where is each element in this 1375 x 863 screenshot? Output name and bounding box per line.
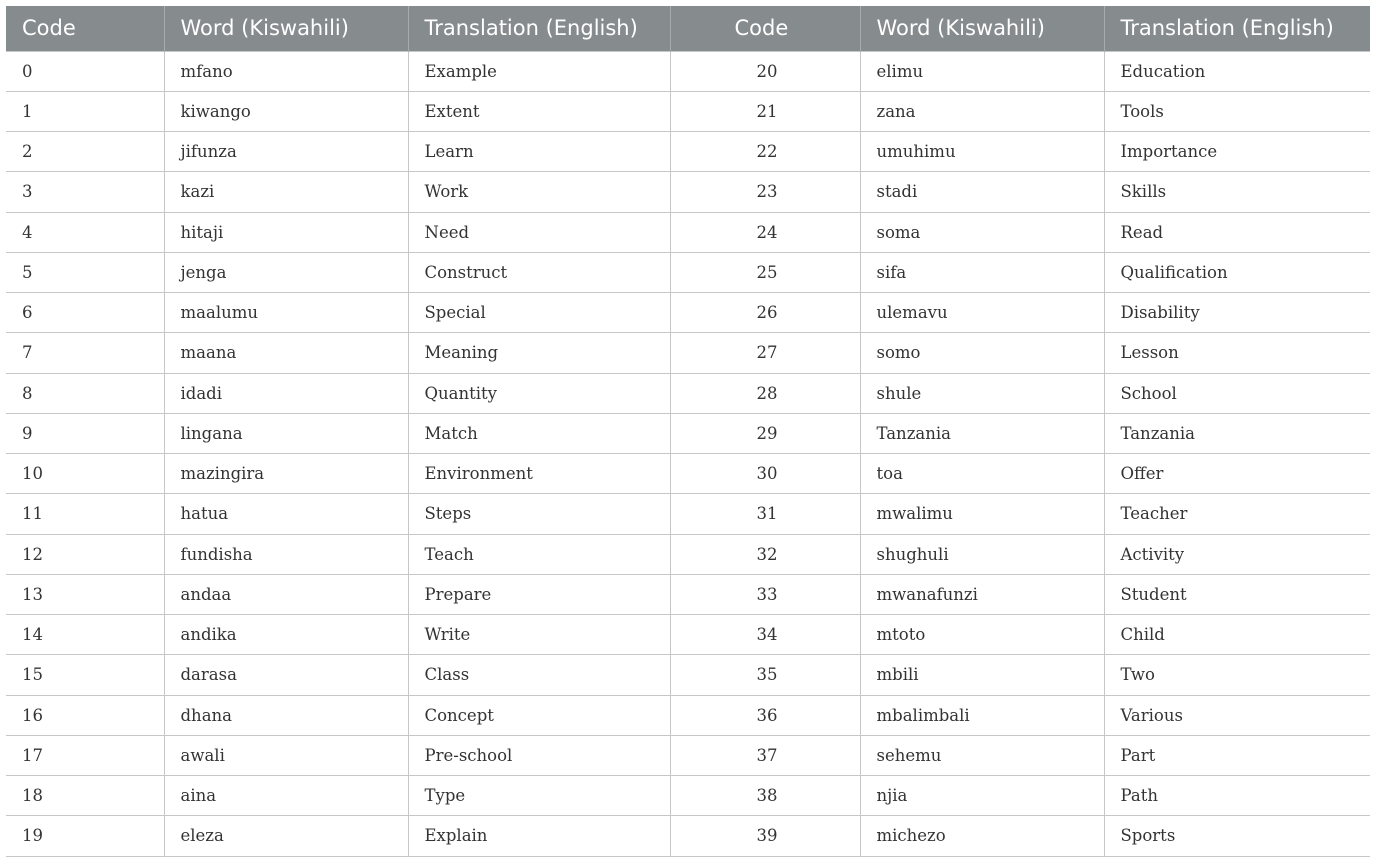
cell-translation-english: Student [1104,574,1370,614]
cell-code: 11 [6,494,164,534]
table-row [6,534,1370,574]
header-word-kiswahili: Word (Kiswahili) [164,6,408,51]
table-row [6,132,1370,172]
cell-translation-english: Sports [1104,816,1370,856]
cell-translation-english: Pre-school [408,735,670,775]
cell-translation-english: Quantity [408,373,670,413]
cell-code: 19 [6,816,164,856]
cell-code: 10 [6,454,164,494]
table-row [6,373,1370,413]
cell-word-kiswahili: mazingira [164,454,408,494]
vocabulary-table [6,6,1370,857]
cell-word-kiswahili: kazi [164,172,408,212]
cell-code: 20 [670,51,860,91]
cell-translation-english: Qualification [1104,252,1370,292]
cell-translation-english: Extent [408,91,670,131]
cell-word-kiswahili: jifunza [164,132,408,172]
cell-word-kiswahili: awali [164,735,408,775]
cell-translation-english: Education [1104,51,1370,91]
cell-translation-english: Two [1104,655,1370,695]
cell-translation-english: Path [1104,776,1370,816]
cell-word-kiswahili: michezo [860,816,1104,856]
cell-translation-english: Example [408,51,670,91]
cell-code: 13 [6,574,164,614]
table-row [6,776,1370,816]
cell-word-kiswahili: aina [164,776,408,816]
cell-code: 25 [670,252,860,292]
cell-code: 38 [670,776,860,816]
cell-code: 4 [6,212,164,252]
table-row [6,51,1370,91]
cell-word-kiswahili: soma [860,212,1104,252]
cell-translation-english: Read [1104,212,1370,252]
header-row [6,6,1370,51]
cell-code: 7 [6,333,164,373]
cell-word-kiswahili: Tanzania [860,413,1104,453]
cell-translation-english: Teacher [1104,494,1370,534]
cell-word-kiswahili: mbalimbali [860,695,1104,735]
cell-code: 33 [670,574,860,614]
table-row [6,615,1370,655]
cell-translation-english: School [1104,373,1370,413]
cell-code: 32 [670,534,860,574]
cell-code: 36 [670,695,860,735]
cell-translation-english: Child [1104,615,1370,655]
cell-code: 28 [670,373,860,413]
cell-word-kiswahili: umuhimu [860,132,1104,172]
cell-code: 27 [670,333,860,373]
cell-translation-english: Tools [1104,91,1370,131]
cell-code: 2 [6,132,164,172]
cell-translation-english: Concept [408,695,670,735]
cell-word-kiswahili: shule [860,373,1104,413]
cell-word-kiswahili: shughuli [860,534,1104,574]
cell-code: 24 [670,212,860,252]
cell-word-kiswahili: mwalimu [860,494,1104,534]
cell-translation-english: Need [408,212,670,252]
cell-code: 21 [670,91,860,131]
cell-translation-english: Disability [1104,293,1370,333]
table-row [6,735,1370,775]
cell-word-kiswahili: njia [860,776,1104,816]
table-row [6,655,1370,695]
table-row [6,333,1370,373]
cell-word-kiswahili: dhana [164,695,408,735]
table-row [6,212,1370,252]
cell-code: 14 [6,615,164,655]
cell-word-kiswahili: kiwango [164,91,408,131]
cell-code: 6 [6,293,164,333]
cell-code: 9 [6,413,164,453]
cell-code: 17 [6,735,164,775]
cell-word-kiswahili: mbili [860,655,1104,695]
table-row [6,574,1370,614]
cell-translation-english: Teach [408,534,670,574]
cell-translation-english: Construct [408,252,670,292]
cell-translation-english: Offer [1104,454,1370,494]
cell-word-kiswahili: mfano [164,51,408,91]
cell-translation-english: Various [1104,695,1370,735]
cell-translation-english: Prepare [408,574,670,614]
table-body [6,51,1370,856]
cell-code: 39 [670,816,860,856]
cell-word-kiswahili: elimu [860,51,1104,91]
cell-word-kiswahili: stadi [860,172,1104,212]
header-translation-english: Translation (English) [408,6,670,51]
cell-translation-english: Class [408,655,670,695]
cell-translation-english: Write [408,615,670,655]
cell-word-kiswahili: darasa [164,655,408,695]
cell-translation-english: Meaning [408,333,670,373]
cell-code: 35 [670,655,860,695]
cell-code: 18 [6,776,164,816]
cell-code: 22 [670,132,860,172]
table-row [6,91,1370,131]
cell-word-kiswahili: toa [860,454,1104,494]
cell-word-kiswahili: maana [164,333,408,373]
cell-translation-english: Skills [1104,172,1370,212]
cell-word-kiswahili: andika [164,615,408,655]
cell-code: 29 [670,413,860,453]
cell-translation-english: Type [408,776,670,816]
cell-code: 16 [6,695,164,735]
cell-word-kiswahili: mwanafunzi [860,574,1104,614]
cell-word-kiswahili: andaa [164,574,408,614]
cell-word-kiswahili: zana [860,91,1104,131]
cell-code: 15 [6,655,164,695]
table-header [6,6,1370,51]
header-translation-english: Translation (English) [1104,6,1370,51]
cell-word-kiswahili: sifa [860,252,1104,292]
cell-code: 23 [670,172,860,212]
cell-word-kiswahili: idadi [164,373,408,413]
cell-translation-english: Special [408,293,670,333]
cell-translation-english: Match [408,413,670,453]
table-row [6,816,1370,856]
table-row [6,695,1370,735]
header-word-kiswahili: Word (Kiswahili) [860,6,1104,51]
cell-translation-english: Environment [408,454,670,494]
cell-translation-english: Explain [408,816,670,856]
cell-word-kiswahili: eleza [164,816,408,856]
cell-code: 0 [6,51,164,91]
table-row [6,252,1370,292]
cell-word-kiswahili: lingana [164,413,408,453]
cell-translation-english: Work [408,172,670,212]
cell-word-kiswahili: somo [860,333,1104,373]
cell-word-kiswahili: ulemavu [860,293,1104,333]
cell-code: 3 [6,172,164,212]
cell-translation-english: Tanzania [1104,413,1370,453]
cell-word-kiswahili: maalumu [164,293,408,333]
cell-word-kiswahili: jenga [164,252,408,292]
header-code: Code [670,6,860,51]
table-row [6,172,1370,212]
cell-code: 34 [670,615,860,655]
cell-code: 31 [670,494,860,534]
cell-code: 8 [6,373,164,413]
cell-code: 26 [670,293,860,333]
cell-translation-english: Importance [1104,132,1370,172]
table-row [6,454,1370,494]
cell-translation-english: Learn [408,132,670,172]
table-row [6,494,1370,534]
table-row [6,293,1370,333]
table-row [6,413,1370,453]
cell-word-kiswahili: hitaji [164,212,408,252]
cell-code: 37 [670,735,860,775]
cell-word-kiswahili: hatua [164,494,408,534]
cell-translation-english: Steps [408,494,670,534]
cell-word-kiswahili: fundisha [164,534,408,574]
cell-code: 1 [6,91,164,131]
cell-translation-english: Lesson [1104,333,1370,373]
cell-translation-english: Part [1104,735,1370,775]
cell-code: 30 [670,454,860,494]
header-code: Code [6,6,164,51]
cell-code: 5 [6,252,164,292]
cell-translation-english: Activity [1104,534,1370,574]
cell-word-kiswahili: mtoto [860,615,1104,655]
cell-code: 12 [6,534,164,574]
cell-word-kiswahili: sehemu [860,735,1104,775]
